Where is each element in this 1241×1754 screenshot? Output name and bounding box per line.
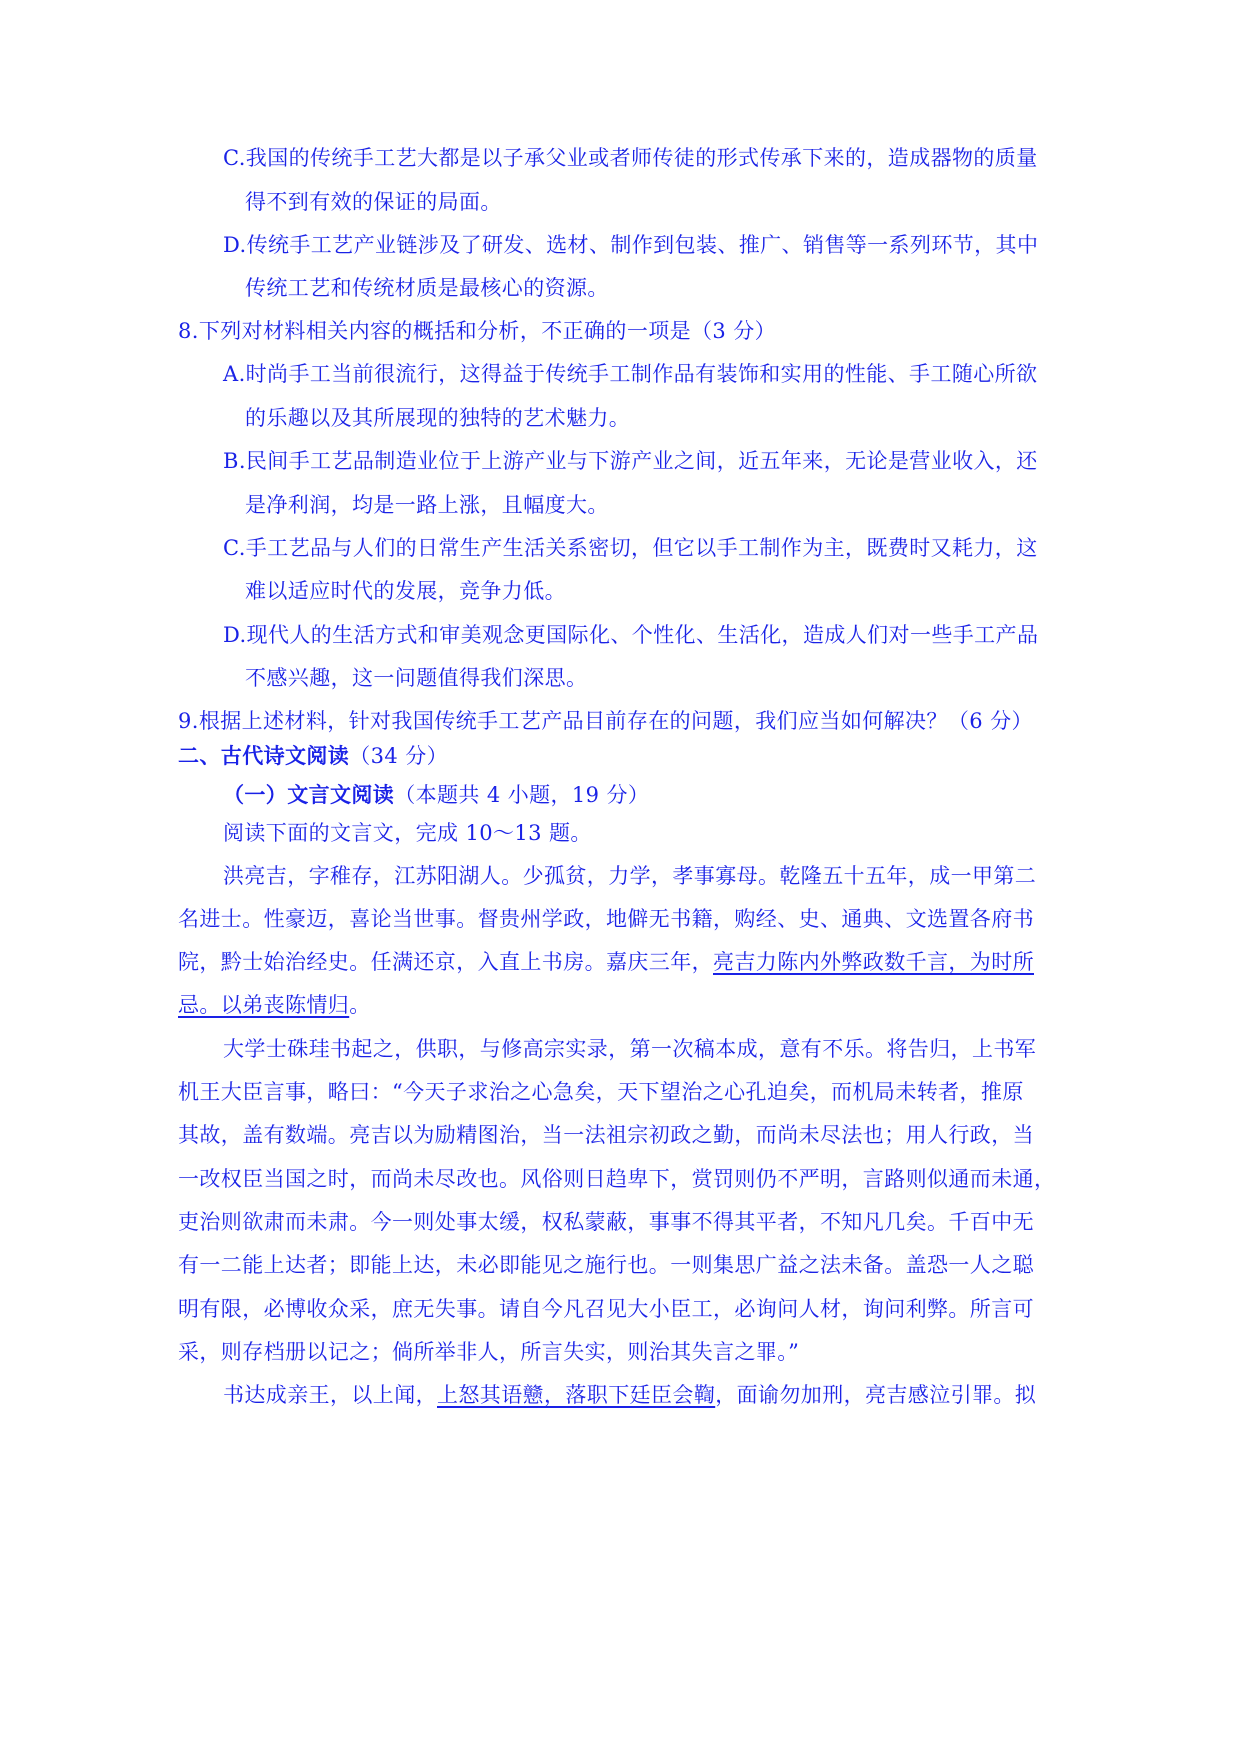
passage-p2-line4: 一改权臣当国之时，而尚未尽改也。风俗则日趋卑下，赏罚则仍不严明，言路则似通而未通， [178, 1167, 1056, 1191]
passage-p1-line1: 洪亮吉，字稚存，江苏阳湖人。少孤贫，力学，孝事寡母。乾隆五十五年，成一甲第二 [223, 864, 1037, 888]
section-points: （34 分） [349, 744, 448, 768]
reading-instruction: 阅读下面的文言文，完成 10～13 题。 [223, 821, 592, 845]
q7-option-d-line1: D.传统手工艺产业链涉及了研发、选材、制作到包装、推广、销售等一系列环节，其中 [223, 233, 1039, 257]
passage-p3-line1-b: ，面谕勿加刑，亮吉感泣引罪。拟 [715, 1383, 1037, 1407]
q7-option-d-line2: 传统工艺和传统材质是最核心的资源。 [245, 276, 609, 300]
passage-p2-line3: 其故，盖有数端。亮吉以为励精图治，当一法祖宗初政之勤，而尚未尽法也；用人行政，当 [178, 1123, 1034, 1147]
passage-p3-line1 [223, 1380, 1036, 1410]
subsection-title: （一）文言文阅读 [223, 782, 395, 807]
q8-option-b-line2: 是净利润，均是一路上涨，且幅度大。 [245, 493, 609, 517]
passage-p2-line7: 明有限，必博收众采，庶无失事。请自今凡召见大小臣工，必询问人材，询问利弊。所言可 [178, 1297, 1034, 1321]
passage-p2-line5: 吏治则欲肃而未肃。今一则处事太缓，权私蒙蔽，事事不得其平者，不知凡几矣。千百中无 [178, 1210, 1034, 1234]
passage-p2-line1: 大学士硃珪书起之，供职，与修高宗实录，第一次稿本成，意有不乐。将告归，上书军 [223, 1037, 1037, 1061]
q8-option-b-line1: B.民间手工艺品制造业位于上游产业与下游产业之间，近五年来，无论是营业收入，还 [223, 449, 1038, 473]
q7-option-c-line1: C.我国的传统手工艺大都是以子承父业或者师传徒的形式传承下来的，造成器物的质量 [223, 146, 1038, 170]
q8-option-d-line1: D.现代人的生活方式和审美观念更国际化、个性化、生活化，造成人们对一些手工产品 [223, 623, 1039, 647]
q8-option-a-line1: A.时尚手工当前很流行，这得益于传统手工制作品有装饰和实用的性能、手工随心所欲 [223, 362, 1038, 386]
passage-p1-line3 [178, 947, 1034, 977]
q8-option-d-line2: 不感兴趣，这一问题值得我们深思。 [245, 666, 588, 690]
subsection-note: （本题共 4 小题，19 分） [394, 783, 650, 807]
passage-p1-line2: 名进士。性豪迈，喜论当世事。督贵州学政，地僻无书籍，购经、史、通典、文选置各府书 [178, 907, 1034, 931]
passage-p1-line4 [178, 990, 371, 1020]
passage-p2-line8: 采，则存档册以记之；倘所举非人，所言失实，则治其失言之罪。” [178, 1340, 800, 1364]
underlined-sentence-1a: 亮吉力陈内外弊政数千言，为时所 [713, 950, 1034, 974]
passage-p1-line4-end: 。 [349, 993, 371, 1017]
section-heading [178, 741, 448, 771]
underlined-sentence-1b: 忌。以弟丧陈情归 [178, 993, 350, 1017]
passage-p3-line1-a: 书达成亲王，以上闻， [223, 1383, 437, 1407]
passage-p1-line3-text: 院，黔士始治经史。任满还京，入直上书房。嘉庆三年， [178, 950, 713, 974]
q8-option-a-line2: 的乐趣以及其所展现的独特的艺术魅力。 [245, 406, 631, 430]
underlined-sentence-2: 上怒其语戆，落职下廷臣会鞫 [437, 1383, 716, 1407]
q8-option-c-line1: C.手工艺品与人们的日常生产生活关系密切，但它以手工制作为主，既费时又耗力，这 [223, 536, 1038, 560]
q8-option-c-line2: 难以适应时代的发展，竞争力低。 [245, 579, 566, 603]
q8-stem: 8.下列对材料相关内容的概括和分析，不正确的一项是（3 分） [178, 319, 777, 343]
passage-p2-line6: 有一二能上达者；即能上达，未必即能见之施行也。一则集思广益之法未备。盖恐一人之聪 [178, 1253, 1034, 1277]
passage-p2-line2: 机王大臣言事，略曰：“今天子求治之心急矣，天下望治之心孔迫矣，而机局未转者，推原 [178, 1080, 1024, 1104]
subsection-heading [223, 780, 649, 810]
q7-option-c-line2: 得不到有效的保证的局面。 [245, 190, 502, 214]
q9-stem: 9.根据上述材料，针对我国传统手工艺产品目前存在的问题，我们应当如何解决？（6 分） [178, 709, 1033, 733]
section-title: 二、古代诗文阅读 [178, 743, 350, 768]
